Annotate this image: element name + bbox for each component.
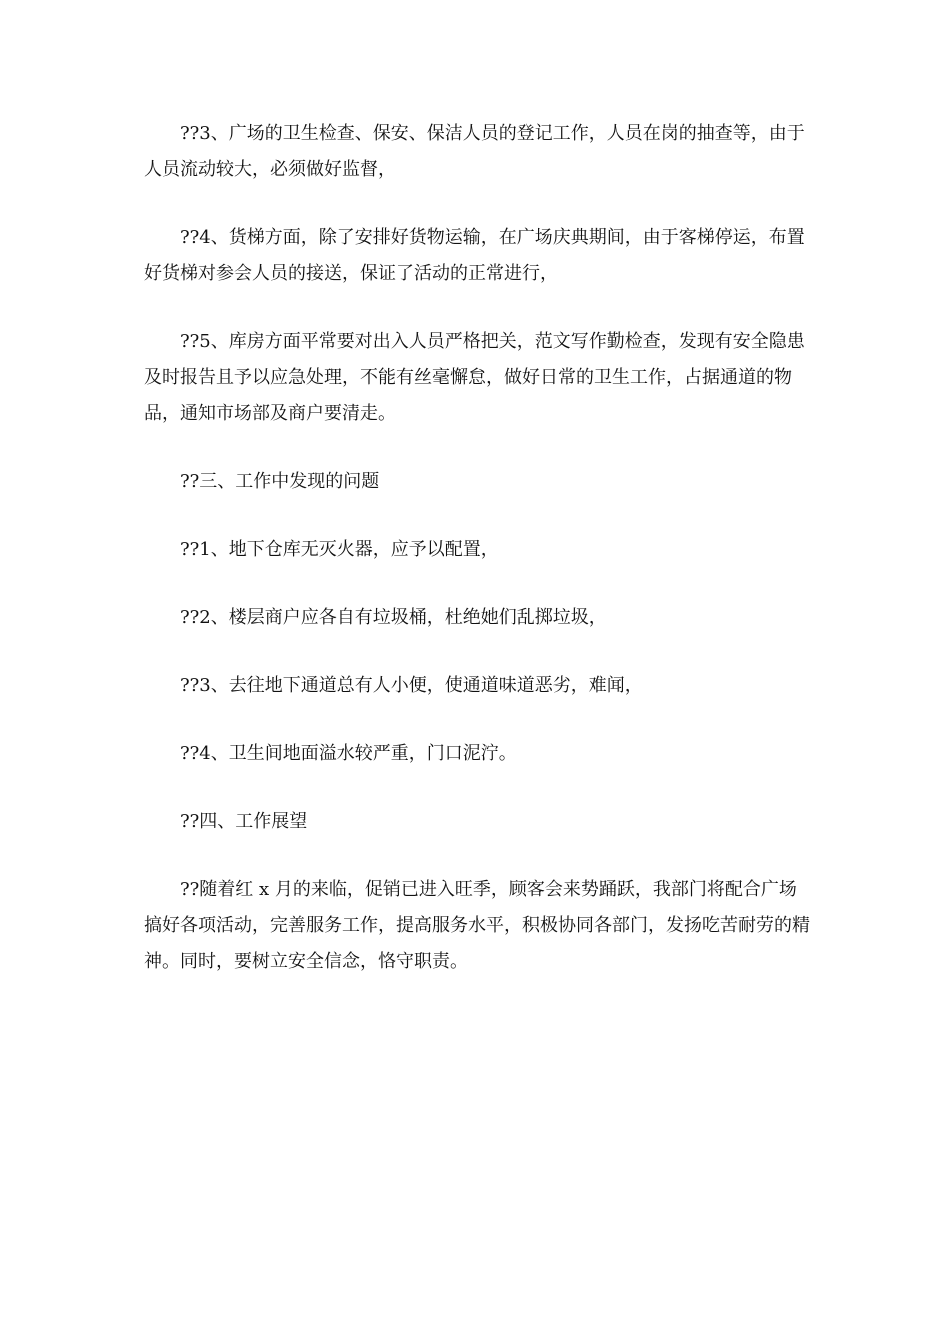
paragraph-plaza-hygiene-check: ??3、广场的卫生检查、保安、保洁人员的登记工作，人员在岗的抽查等，由于人员流动较大，必须做好监督， (144, 123, 805, 180)
paragraph-outlook: ??随着红 x 月的来临，促销已进入旺季，顾客会来势踊跃，我部门将配合广场搞好各项活动，完善服务工作，提高服务水平，积极协同各部门，发扬吃苦耐劳的精神。同时，要树立安全信念，恪守职责。 (144, 879, 810, 972)
paragraph-freight-elevator: ??4、货梯方面，除了安排好货物运输，在广场庆典期间，由于客梯停运，布置好货梯对参会人员的接送，保证了活动的正常进行， (144, 227, 805, 284)
paragraph-problem-trash-bins: ??2、楼层商户应各自有垃圾桶，杜绝她们乱掷垃圾， (180, 607, 607, 628)
section-heading-outlook: ??四、工作展望 (180, 811, 308, 832)
section-heading-problems: ??三、工作中发现的问题 (180, 471, 380, 492)
paragraph-storeroom: ??5、库房方面平常要对出入人员严格把关，范文写作勤检查，发现有安全隐患及时报告且予以应急处理，不能有丝毫懈怠，做好日常的卫生工作，占据通道的物品，通知市场部及商户要清走。 (144, 331, 805, 424)
paragraph-problem-restroom: ??4、卫生间地面溢水较严重，门口泥泞。 (180, 743, 517, 764)
document-body (144, 116, 814, 980)
paragraph-problem-extinguisher: ??1、地下仓库无灭火器，应予以配置， (180, 539, 499, 560)
paragraph-problem-underground-passage: ??3、去往地下通道总有人小便，使通道味道恶劣，难闻， (180, 675, 643, 696)
